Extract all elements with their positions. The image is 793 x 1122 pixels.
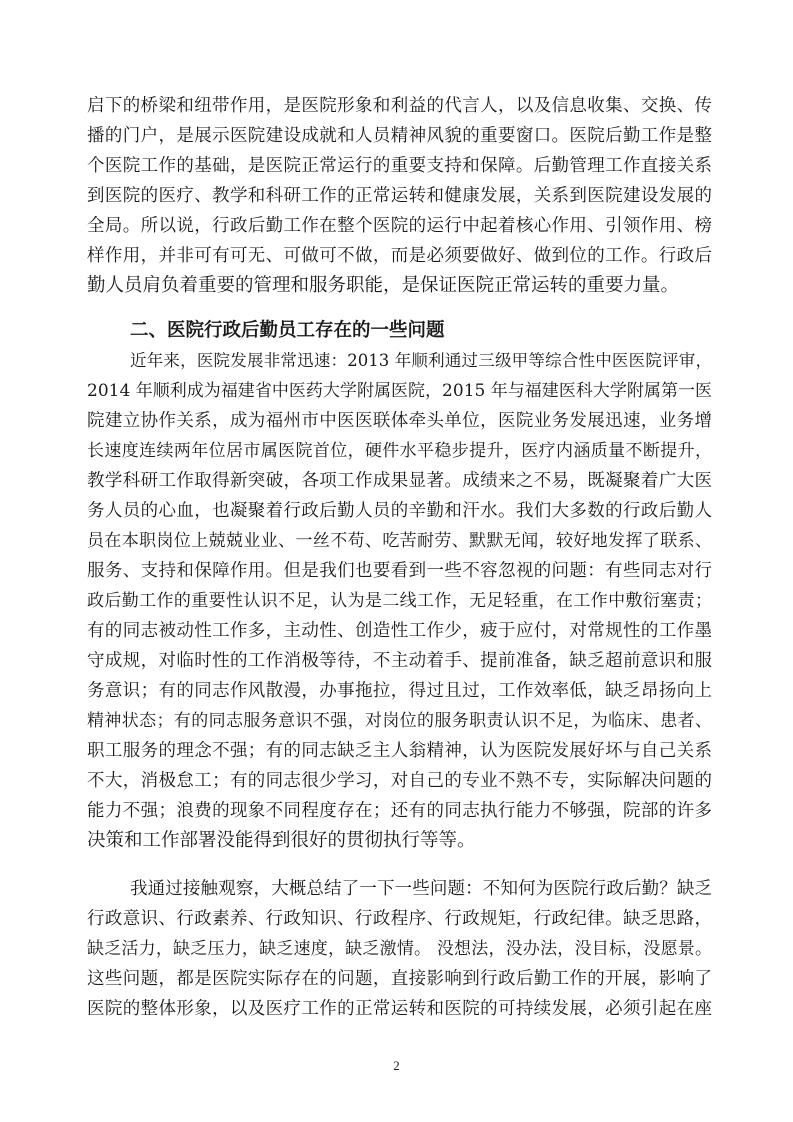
text-line: 勤人员肩负着重要的管理和服务职能，是保证医院正常运转的重要力量。: [87, 275, 680, 296]
text-line: 缺乏活力，缺乏压力，缺乏速度，缺乏激情。 没想法，没办法，没目标，没愿景。: [87, 939, 712, 959]
text-line: 启下的桥梁和纽带作用，是医院形象和利益的代言人，以及信息收集、交换、传: [87, 96, 712, 116]
text-line: 近年来，医院发展非常迅速：2013 年顺利通过三级甲等综合性中医医院评审，: [130, 351, 712, 370]
text-line: 能力不强；浪费的现象不同程度存在；还有的同志执行能力不够强，院部的许多: [87, 801, 712, 821]
text-line: 精神状态；有的同志服务意识不强，对岗位的服务职责认识不足，为临床、患者、: [87, 711, 712, 731]
text-line: 行政意识、行政素养、行政知识、行政程序、行政规矩，行政纪律。缺乏思路，: [87, 909, 712, 929]
page-number: 2: [393, 1058, 400, 1073]
text-line: 长速度连续两年位居市属医院首位，硬件水平稳步提升，医疗内涵质量不断提升，: [87, 441, 712, 461]
paragraph-3: [87, 874, 712, 1024]
paragraph-1: [87, 91, 712, 301]
text-line: 有的同志被动性工作多，主动性、创造性工作少，疲于应付，对常规性的工作墨: [87, 621, 712, 641]
text-line: 到医院的医疗、教学和科研工作的正常运转和健康发展，关系到医院建设发展的: [87, 186, 712, 206]
text-line: 政后勤工作的重要性认识不足，认为是二线工作，无足轻重，在工作中敷衍塞责；: [87, 591, 712, 611]
text-line: 个医院工作的基础，是医院正常运行的重要支持和保障。后勤管理工作直接关系: [87, 156, 712, 176]
text-line: 务意识；有的同志作风散漫，办事拖拉，得过且过，工作效率低，缺乏昂扬向上: [87, 681, 712, 701]
text-line: 院建立协作关系，成为福州市中医医联体牵头单位，医院业务发展迅速，业务增: [87, 411, 712, 431]
text-line: 务人员的心血，也凝聚着行政后勤人员的辛勤和汗水。我们大多数的行政后勤人: [87, 501, 712, 521]
text-line: 播的门户，是展示医院建设成就和人员精神风貌的重要窗口。医院后勤工作是整: [87, 126, 712, 146]
text-line: 我通过接触观察，大概总结了一下一些问题：不知何为医院行政后勤？缺乏: [130, 879, 712, 899]
section-heading: 二、医院行政后勤员工存在的一些问题: [130, 320, 445, 341]
text-line: 服务、支持和保障作用。但是我们也要看到一些不容忽视的问题：有些同志对行: [87, 561, 712, 581]
paragraph-2: [87, 346, 712, 856]
text-line: 医院的整体形象，以及医疗工作的正常运转和医院的可持续发展，必须引起在座: [87, 999, 712, 1019]
text-line: 职工服务的理念不强；有的同志缺乏主人翁精神，认为医院发展好坏与自己关系: [87, 741, 712, 761]
text-line: 不大，消极怠工；有的同志很少学习，对自己的专业不熟不专，实际解决问题的: [87, 771, 712, 791]
text-line: 样作用，并非可有可无、可做可不做，而是必须要做好、做到位的工作。行政后: [87, 246, 712, 266]
text-line: 全局。所以说，行政后勤工作在整个医院的运行中起着核心作用、引领作用、榜: [87, 216, 712, 236]
text-line: 决策和工作部署没能得到很好的贯彻执行等等。: [87, 830, 476, 851]
text-line: 守成规，对临时性的工作消极等待，不主动着手、提前准备，缺乏超前意识和服: [87, 651, 712, 671]
text-line: 2014 年顺利成为福建省中医药大学附属医院，2015 年与福建医科大学附属第一医: [87, 381, 712, 401]
text-line: 教学科研工作取得新突破，各项工作成果显著。成绩来之不易，既凝聚着广大医: [87, 471, 712, 491]
text-line: 员在本职岗位上兢兢业业、一丝不苟、吃苦耐劳、默默无闻，较好地发挥了联系、: [87, 531, 712, 551]
text-line: 这些问题，都是医院实际存在的问题，直接影响到行政后勤工作的开展，影响了: [87, 969, 712, 989]
